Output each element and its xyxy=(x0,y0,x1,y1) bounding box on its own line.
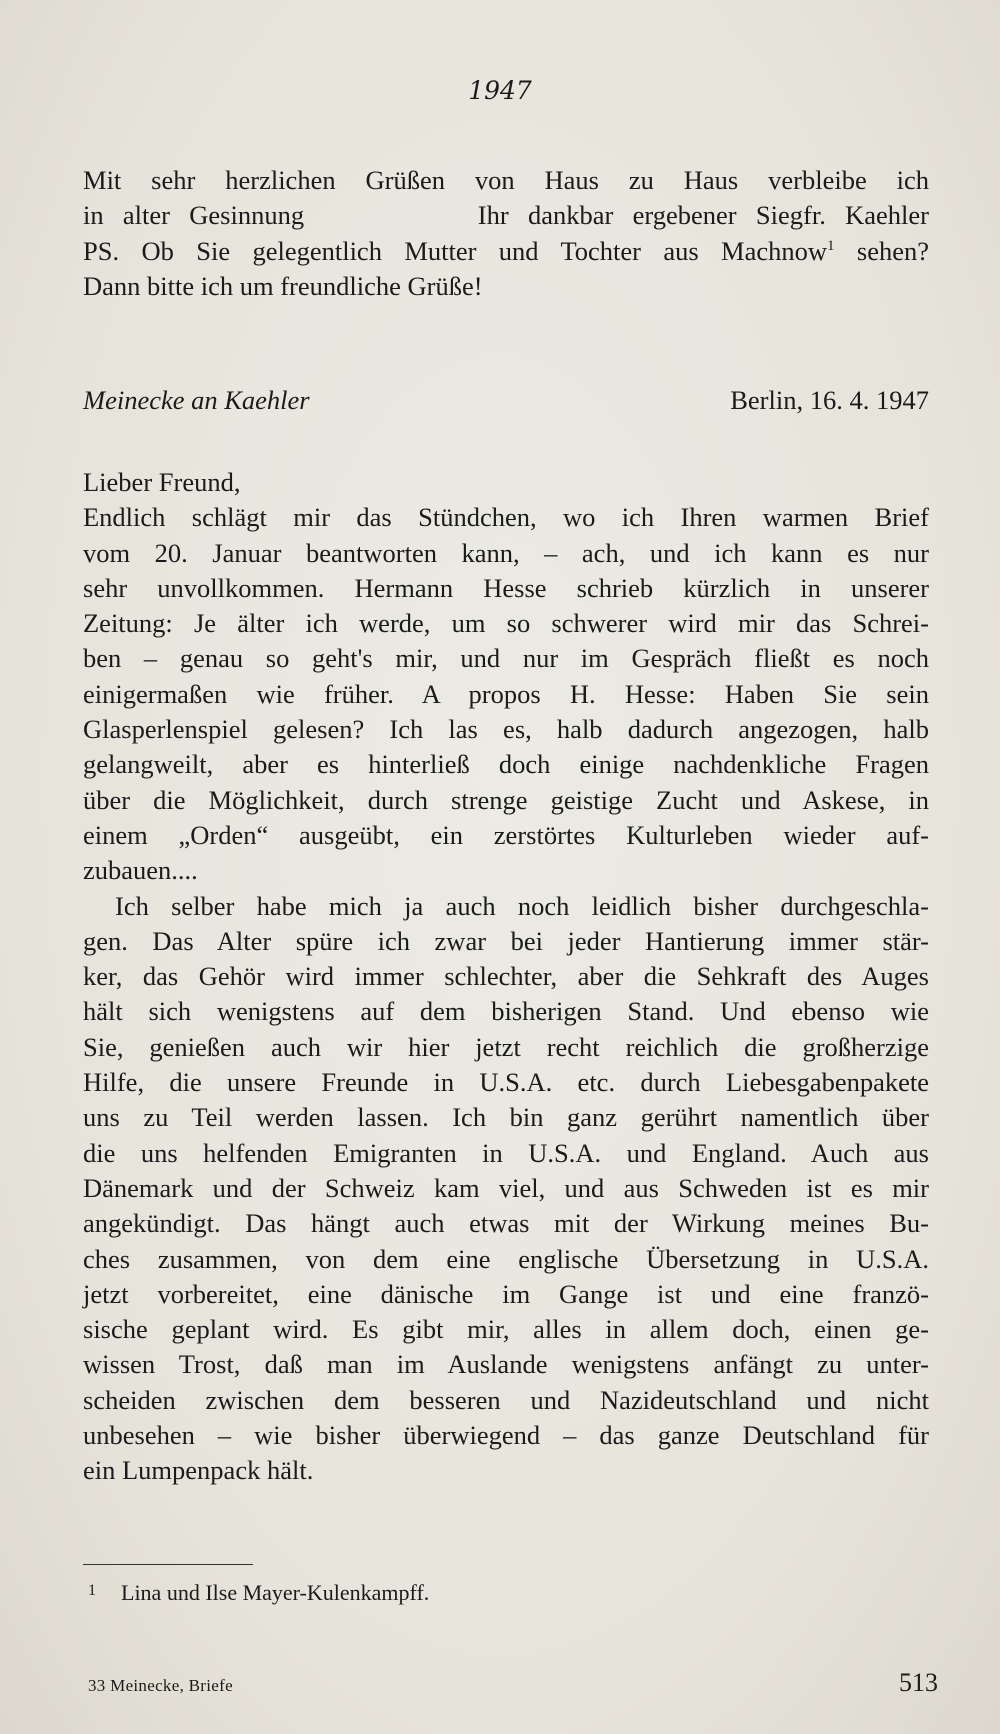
body-line: sische geplant wird. Es gibt mir, alles in allem doch, einen ge- xyxy=(83,1314,929,1345)
body-line: uns zu Teil werden lassen. Ich bin ganz gerührt namentlich über xyxy=(83,1102,929,1133)
footnote-mark: 1 xyxy=(88,1582,96,1599)
footnote xyxy=(88,1580,429,1606)
letter-body xyxy=(83,465,929,1489)
letter-heading xyxy=(83,385,929,416)
closing-line: Mit sehr herzlichen Grüßen von Haus zu Haus verbleibe ich xyxy=(83,165,929,195)
body-line: hält sich wenigstens auf dem bisherigen Stand. Und ebenso wie xyxy=(83,996,929,1027)
body-line: ches zusammen, von dem eine englische Übersetzung in U.S.A. xyxy=(83,1243,929,1274)
ps-text-end: sehen? xyxy=(834,235,929,266)
closing-line: Dann bitte ich um freundliche Grüße! xyxy=(83,270,483,301)
body-line: ker, das Gehör wird immer schlechter, aber die Sehkraft des Auges xyxy=(83,961,929,992)
body-line: einem „Orden“ ausgeübt, ein zerstörtes Kulturleben wieder auf- xyxy=(83,819,929,850)
closing-block xyxy=(83,163,929,304)
body-line: einigermaßen wie früher. A propos H. Hesse: Haben Sie sein xyxy=(83,678,929,709)
body-line: Hilfe, die unsere Freunde in U.S.A. etc. durch Liebesgabenpakete xyxy=(83,1067,929,1098)
body-line: zubauen.... xyxy=(83,855,198,886)
page-number: 513 xyxy=(899,1668,938,1697)
closing-line-ps xyxy=(83,234,929,269)
body-line: ben – genau so geht's mir, und nur im Gespräch fließt es noch xyxy=(83,643,929,674)
body-line: Glasperlenspiel gelesen? Ich las es, halb dadurch angezogen, halb xyxy=(83,714,929,745)
footnote-reference: 1 xyxy=(827,237,835,254)
footnote-text: Lina und Ilse Mayer-Kulenkampff. xyxy=(121,1580,430,1605)
body-line: gen. Das Alter spüre ich zwar bei jeder Hantierung immer stär- xyxy=(83,925,929,956)
body-line: die uns helfenden Emigranten in U.S.A. und England. Auch aus xyxy=(83,1137,929,1168)
body-line: ein Lumpenpack hält. xyxy=(83,1455,314,1486)
letter-sender-recipient: Meinecke an Kaehler xyxy=(83,385,310,415)
body-line: Sie, genießen auch wir hier jetzt recht reichlich die großherzige xyxy=(83,1031,929,1062)
body-line: jetzt vorbereitet, eine dänische im Gange ist und eine franzö- xyxy=(83,1278,929,1309)
body-line: Dänemark und der Schweiz kam viel, und aus Schweden ist es mir xyxy=(83,1172,929,1203)
running-head: 1947 xyxy=(468,76,532,105)
body-line: angekündigt. Das hängt auch etwas mit der Wirkung meines Bu- xyxy=(83,1208,929,1239)
closing-line: in alter Gesinnung Ihr dankbar ergebener Siegfr. Kaehler xyxy=(83,200,929,231)
body-line: unbesehen – wie bisher überwiegend – das ganze Deutschland für xyxy=(83,1420,929,1451)
body-line: sehr unvollkommen. Hermann Hesse schrieb kürzlich in unserer xyxy=(83,572,929,603)
footnote-divider xyxy=(83,1564,253,1565)
salutation: Lieber Freund, xyxy=(83,467,241,497)
body-line: Ich selber habe mich ja auch noch leidlich bisher durchgeschla- xyxy=(115,890,929,921)
ps-text: PS. Ob Sie gelegentlich Mutter und Tochter aus Machnow xyxy=(83,235,828,266)
body-line: gelangweilt, aber es hinterließ doch einige nachdenkliche Fragen xyxy=(83,749,929,780)
printer-signature: 33 Meinecke, Briefe xyxy=(88,1676,233,1695)
body-line: scheiden zwischen dem besseren und Nazideutschland und nicht xyxy=(83,1384,929,1415)
body-line: wissen Trost, daß man im Auslande wenigstens anfängt zu unter- xyxy=(83,1349,929,1380)
body-line: Zeitung: Je älter ich werde, um so schwerer wird mir das Schrei- xyxy=(83,608,929,639)
body-line: vom 20. Januar beantworten kann, – ach, und ich kann es nur xyxy=(83,537,929,568)
body-line: Endlich schlägt mir das Stündchen, wo ich Ihren warmen Brief xyxy=(83,502,929,533)
letter-place-date: Berlin, 16. 4. 1947 xyxy=(730,385,929,415)
body-line: über die Möglichkeit, durch strenge geistige Zucht und Askese, in xyxy=(83,784,929,815)
